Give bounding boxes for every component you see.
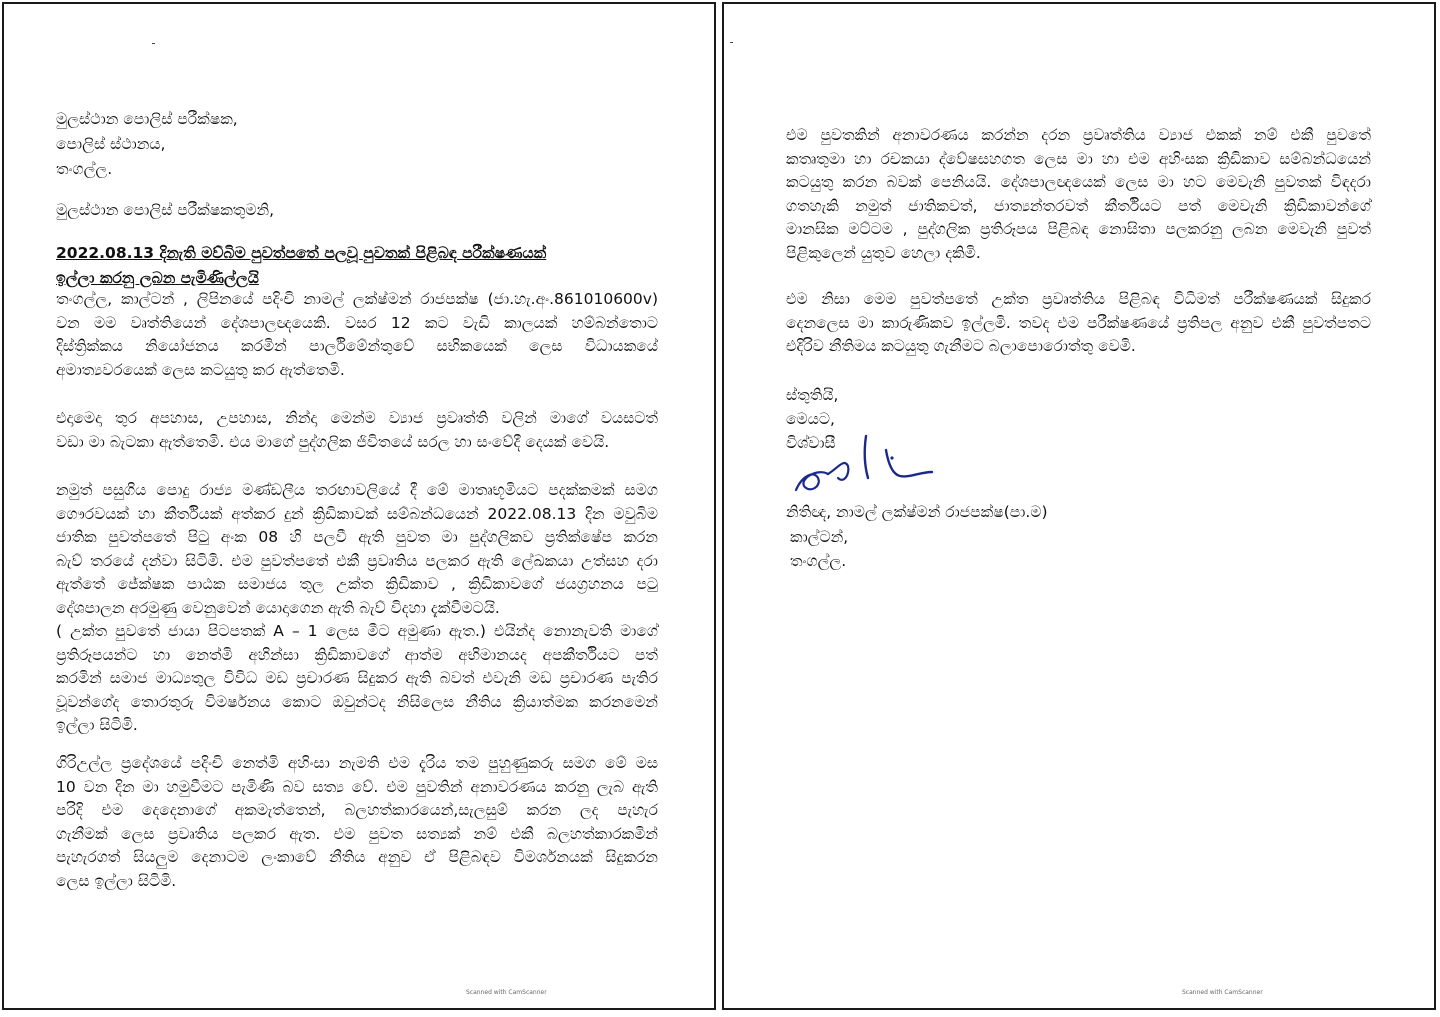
paragraph-line: කතෘතුමා හා රචකයා ද්වේෂසහගත ලෙස මා හා එම අහිංසක ක්‍රිඩිකාව සම්බන්ධයෙන් (786, 149, 1371, 168)
subject-line-1: 2022.08.13 දිනැති මව්බිම පුවත්පතේ පලවූ පුවතක් පිළිබඳ පරීක්ෂණයක් (56, 244, 547, 262)
body-paragraph-6 (786, 288, 1371, 359)
sender-name: නිතිඥ, නාමල් ලක්ෂ්මන් රාජපක්ෂ(පා.ම) (786, 503, 1048, 521)
paragraph-line: එදිරිව නීතිමය කටයුතු ගැනීමට බලාපොරොත්තු වෙමි. (786, 337, 1136, 355)
paragraph-line: 10 වන දින මා හමුවීමට පැමිණි බව සත්‍ය වේ. එම පුවතින් අනාවරණය කරනු ලැබ ඇති (56, 777, 658, 796)
paragraph-line: බැව් තරයේ දන්වා සිටිමි. එම පුවත්පතේ එකී ප්‍රවෘතිය පලකර ඇති ලේඛකයා උත්සහ දරා (56, 551, 658, 570)
paragraph-line: එම නිසා මෙම පුවත්පතේ උක්ත ප්‍රවෘත්තිය පිළිබඳ විධිමත් පරීක්ෂණයක් සිදුකර (786, 290, 1371, 308)
paragraph-line: ගිරිඋල්ල ප්‍රදේශයේ පදිංචි නෙත්මි අහිංසා නැමති එම දැරිය තම පුහුණුකරු සමග මේ මස (56, 754, 658, 772)
body-paragraph-1 (56, 288, 658, 382)
paragraph-line: අමාත්‍යවරයෙක් ලෙස කටයුතු කර ඇත්තෙමි. (56, 360, 345, 379)
paragraph-line: කටයුතු කරන බවක් පෙනියයි. දේශපාලඥයෙක් ලෙස මා හට මෙවැනි පුවතක් විඳදරා (786, 173, 1371, 191)
recipient-line-3: තංගල්ල. (56, 160, 113, 178)
paragraph-line: ඇත්තේ ජේක්ෂක පාඨක සමාජය තුල උක්ත ක්‍රිඩිකාව , ක්‍රිඩිකාවගේ ජයග්‍රහනය පටු (56, 575, 658, 593)
body-paragraph-3 (56, 479, 658, 738)
paragraph-line: දේශපාලන අරමුණු වෙනුවෙන් යොදාගෙන ඇති බැව් විදහා දැක්වීමටයි. (56, 598, 500, 617)
paragraph-line: වන මම වෘත්තියෙන් දේශපාලඥයෙකි. වසර 12 කට වැඩි කාලයක් හම්බන්තොට (56, 313, 658, 332)
handwritten-signature (788, 428, 938, 508)
paragraph-line: නමුත් පසුගිය පොදු රාජ්‍ය මණ්ඩලීය තරඟාවලියේ දී මේ මාතෘභූමියට පදක්කමක් සමග (56, 481, 658, 499)
sender-address-line-2: තංගල්ල. (790, 552, 847, 570)
paragraph-line: ප්‍රතිරූපයන්ට හා නෙත්මි අහින්සා ක්‍රිඩිකාවගේ ආත්ම අභිමානයද අපකීර්තියට පත් (56, 645, 658, 664)
paragraph-line: ගෞරවයක් හා කීර්තියක් අත්කර දුන් ක්‍රිඩිකාවක් සම්බන්ධයෙන් 2022.08.13 දින මවුබිම (56, 504, 658, 523)
closing-line: මෙයට, (786, 410, 835, 428)
paragraph-line: පිළිකුලෙන් යුතුව හෙලා දකිමි. (786, 243, 981, 262)
recipient-line-1: මුලස්ථාන පොලිස් පරීක්ෂක, (56, 110, 238, 128)
paragraph-line: ගැනීමක් ලෙස ප්‍රවෘතිය පලකර ඇත. එම පුවත සත්‍යක් නම් එකී බලහත්කාරකමින් (56, 824, 658, 843)
subject-line-2: ඉල්ලා කරනු ලබන පැමිණිල්ලයි (56, 269, 259, 287)
paragraph-line: වූවන්ගේද තොරතුරු විමර්ෂනය කොට ඔවුන්ටද නිසිලෙස නීතිය ක්‍රියාත්මක කරනමෙන් (56, 692, 658, 711)
paragraph-line: ගතහැකි නමුත් ජාතිකවත්, ජාත්‍යන්තරවත් කීර්තියට පත් මෙවැනි ක්‍රිඩිකාවන්ගේ (786, 196, 1371, 215)
salutation: මුලස්ථාන පොලිස් පරීක්ෂකතුමනි, (56, 201, 275, 219)
sender-address-line-1: කාල්ටන්, (790, 528, 849, 546)
scanner-watermark: Scanned with CamScanner (1182, 989, 1263, 996)
closing-faithfully: විශ්වාසී (786, 434, 836, 452)
paragraph-line: දෙනලෙස මා කාරුණිකව ඉල්ලමි. තවද එම පරීක්ෂණයේ ප්‍රතිපල අනුව එකී පුවත්පතට (786, 313, 1371, 332)
paragraph-line: ජාතික පුවත්පතේ පිටු අංක 08 හි පලවී ඇති පුවත මා පුද්ගලිකව ප්‍රතික්ෂේප කරන (56, 528, 658, 546)
paragraph-line: වඩා මා බැටකා ඇත්තෙමි. එය මාගේ පුද්ගලික ජිවිතයේ සරල හා සංවේදී දෙයක් වෙයි. (56, 432, 610, 451)
paragraph-line: පරිදි එම දෙදෙනාගේ අකමැත්තෙන්, බලහත්කාරයෙන්,සැලසුම් කරන ලද පැහැර (56, 801, 658, 819)
paragraph-line: එම පුවතකින් අනාවරණය කරන්න දරන ප්‍රවෘත්තිය ව්‍යාජ එකක් නම් එකී පුවතේ (786, 126, 1371, 144)
paragraph-line: එදාමෙදා තුර අපහාස, උපහාස, නින්දා මෙන්ම ව්‍යාජ ප්‍රවෘත්ති වලින් මාගේ වයසටත් (56, 409, 658, 427)
scan-speck (730, 42, 733, 43)
paragraph-line: තංගල්ල, කාල්ටන් , ලිපිනයේ පදිංචි නාමල් ලක්ෂ්මන් රාජපක්ෂ (ජා.හැ.අං.861010600v) (56, 290, 658, 308)
scanner-watermark: Scanned with CamScanner (466, 989, 547, 996)
paragraph-line: ( උක්ත පුවතේ ජායා පිටපතක් A – 1 ලෙස මීට අමුණා ඇත.) එයින්ද නොනැවති මාගේ (56, 622, 658, 640)
scan-speck (152, 43, 155, 44)
paragraph-line: කරමින් සමාජ මාධ්‍යතුල විවිධ මඩ ප්‍රචාරණ සිදුකර ඇති බවත් එවැනි මඩ ප්‍රචාරණ පැතිර (56, 669, 658, 687)
body-paragraph-2 (56, 407, 658, 454)
recipient-line-2: පොලිස් ස්ථානය, (56, 135, 166, 153)
body-paragraph-5 (786, 124, 1371, 265)
paragraph-line: දිස්ත්‍රික්කය නියෝජනය කරමින් පාර්ලිමේන්තුවේ සභිකයෙක් ලෙස විධායකයේ (56, 337, 658, 355)
paragraph-line: ඉල්ලා සිටිමි. (56, 716, 138, 734)
paragraph-line: ලෙස ඉල්ලා සිටිමි. (56, 871, 177, 890)
body-paragraph-4 (56, 752, 658, 893)
letter-page-2 (722, 2, 1436, 1010)
paragraph-line: මානසික මට්ටම , පුද්ගලික ප්‍රතිරූපය පිළිබඳ නොසිතා පලකරනු ලබන මෙවැනි පුවත් (786, 220, 1371, 238)
letter-page-1 (2, 2, 716, 1010)
closing-thanks: ස්තුතියි, (786, 386, 839, 404)
paragraph-line: පැහැරගත් සියලුම දෙනාටම ලංකාවේ නීතිය අනුව ඒ පිළිබඳව විමර්ශනයක් සිදුකරන (56, 848, 658, 866)
